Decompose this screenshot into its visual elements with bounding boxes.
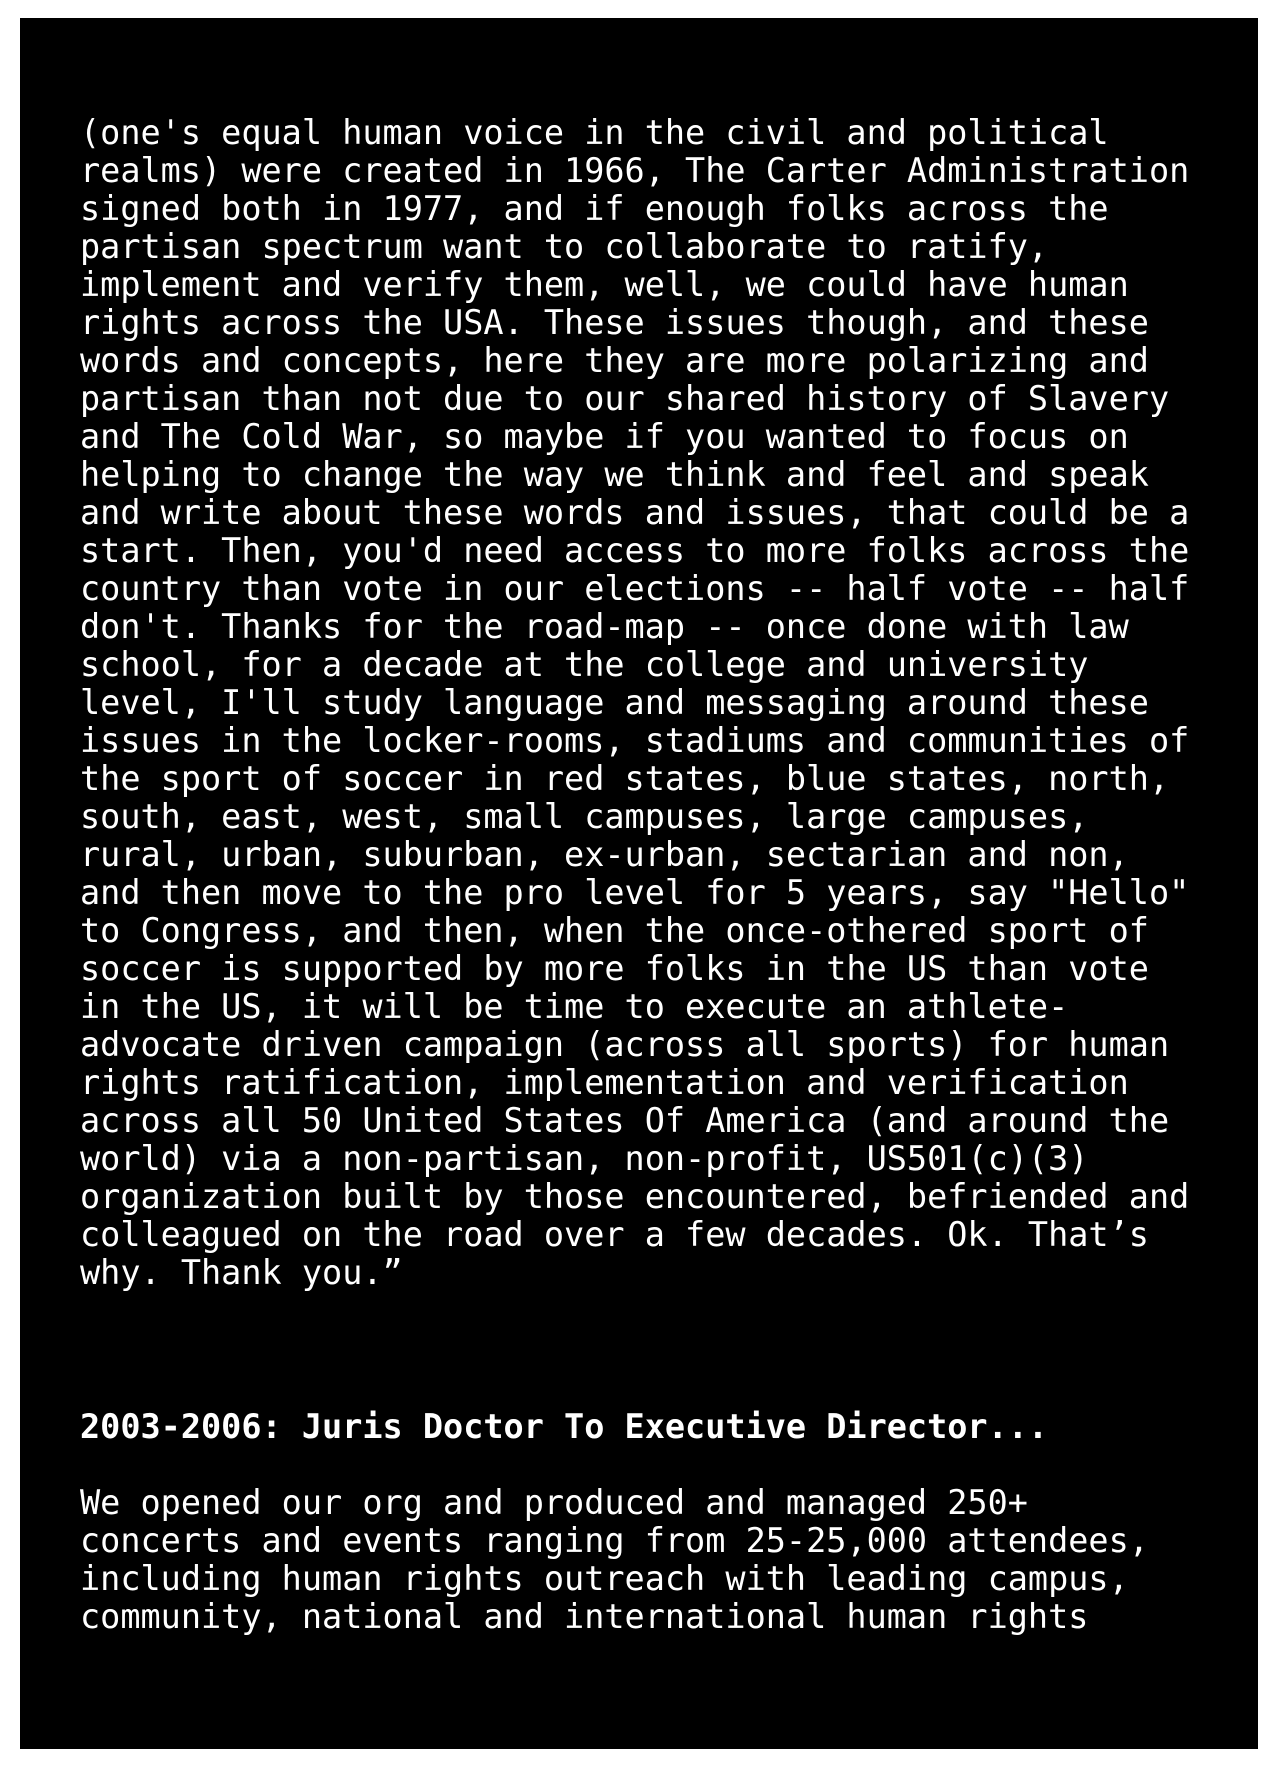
text-line: organization built by those encountered, befriended and [80, 1177, 1190, 1216]
text-line: helping to change the way we think and feel and speak [80, 455, 1149, 494]
text-line: in the US, it will be time to execute an athlete- [80, 987, 1069, 1026]
text-line: including human rights outreach with leading campus, [80, 1559, 1129, 1598]
text-line: advocate driven campaign (across all sports) for human [80, 1025, 1170, 1064]
text-line: school, for a decade at the college and university [80, 645, 1089, 684]
document-content [80, 114, 1220, 1636]
text-line: south, east, west, small campuses, large campuses, [80, 797, 1089, 836]
text-line: start. Then, you'd need access to more folks across the [80, 531, 1190, 570]
text-line: country than vote in our elections -- half vote -- half [80, 569, 1190, 608]
text-line: soccer is supported by more folks in the US than vote [80, 949, 1149, 988]
text-line: level, I'll study language and messaging around these [80, 683, 1149, 722]
text-line: colleagued on the road over a few decades. Ok. That’s [80, 1215, 1149, 1254]
text-line: partisan spectrum want to collaborate to ratify, [80, 227, 1049, 266]
text-line: concerts and events ranging from 25-25,000 attendees, [80, 1521, 1149, 1560]
text-line: rights across the USA. These issues though, and these [80, 303, 1149, 342]
text-line: issues in the locker-rooms, stadiums and communities of [80, 721, 1190, 760]
text-line: world) via a non-partisan, non-profit, US501(c)(3) [80, 1139, 1089, 1178]
quote-paragraph [80, 114, 1220, 1292]
text-line: don't. Thanks for the road-map -- once done with law [80, 607, 1129, 646]
text-line: the sport of soccer in red states, blue states, north, [80, 759, 1170, 798]
text-line: rural, urban, suburban, ex-urban, sectarian and non, [80, 835, 1129, 874]
text-line: community, national and international human rights [80, 1597, 1089, 1636]
section-paragraph [80, 1484, 1220, 1636]
document-page [20, 18, 1258, 1749]
text-line: and write about these words and issues, that could be a [80, 493, 1190, 532]
text-line: and The Cold War, so maybe if you wanted to focus on [80, 417, 1129, 456]
text-line: words and concepts, here they are more polarizing and [80, 341, 1149, 380]
text-line: (one's equal human voice in the civil and political [80, 113, 1109, 152]
text-line: and then move to the pro level for 5 years, say "Hello" [80, 873, 1190, 912]
text-line: to Congress, and then, when the once-othered sport of [80, 911, 1149, 950]
text-line: partisan than not due to our shared history of Slavery [80, 379, 1170, 418]
text-line: implement and verify them, well, we could have human [80, 265, 1129, 304]
section-heading: 2003-2006: Juris Doctor To Executive Director... [80, 1407, 1049, 1446]
text-line: realms) were created in 1966, The Carter Administration [80, 151, 1190, 190]
text-line: across all 50 United States Of America (and around the [80, 1101, 1170, 1140]
text-line: why. Thank you.” [80, 1253, 403, 1292]
text-line: rights ratification, implementation and verification [80, 1063, 1129, 1102]
text-line: signed both in 1977, and if enough folks across the [80, 189, 1109, 228]
text-line: We opened our org and produced and managed 250+ [80, 1483, 1028, 1522]
